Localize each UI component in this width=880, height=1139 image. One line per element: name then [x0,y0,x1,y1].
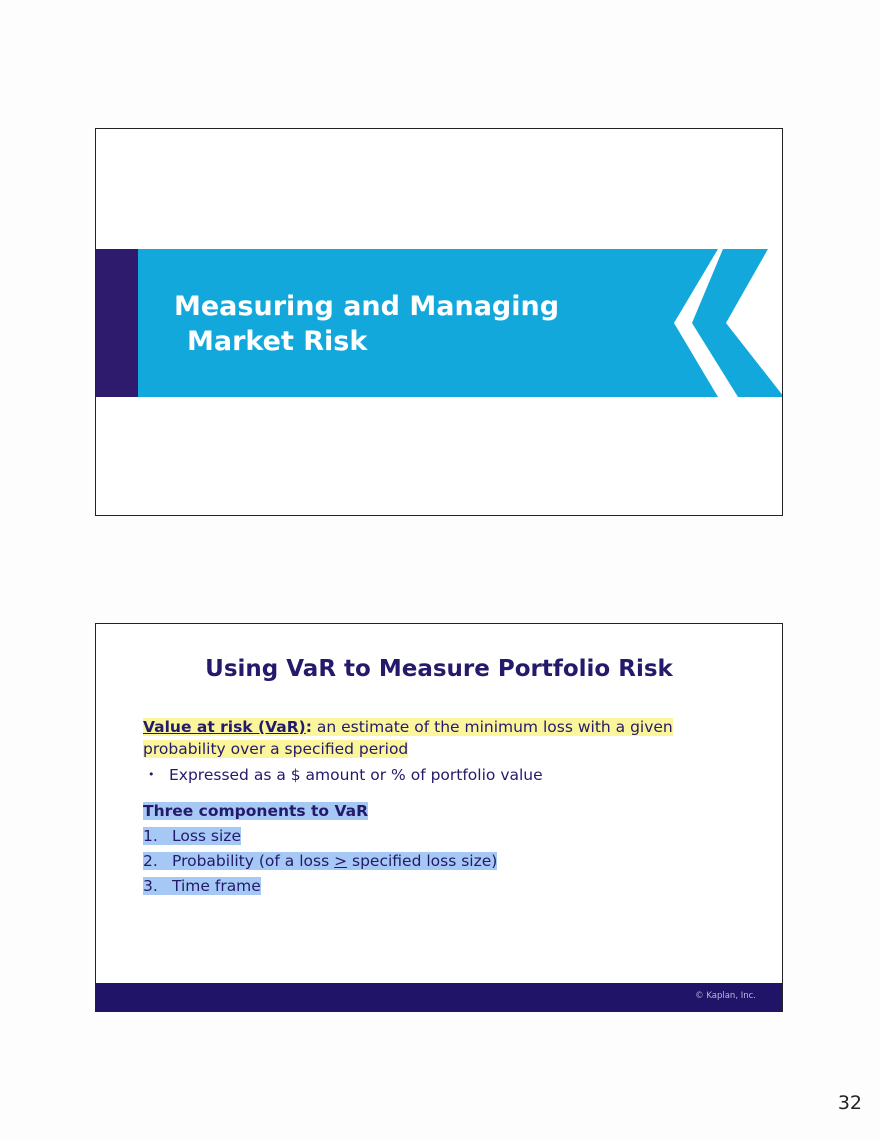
component-num: 3. [143,877,158,895]
component-text-after: specified loss size) [347,852,498,870]
var-definition [143,716,683,760]
definition-colon: : [305,718,312,736]
component-num: 1. [143,827,158,845]
slide-1-title [174,289,559,359]
component-text: Loss size [172,827,241,845]
slide-footer [96,983,782,1011]
greater-equal-symbol: > [334,852,348,870]
components-list [143,799,497,899]
chevron-left-icon [692,249,783,397]
banner-dark-strip [96,249,138,397]
component-item-2 [143,852,497,870]
component-text-before: Probability (of a loss [172,852,335,870]
slide-1 [95,128,783,516]
component-text: Time frame [172,877,261,895]
copyright-text: © Kaplan, Inc. [695,991,756,1001]
page-number: 32 [837,1092,862,1114]
component-item-3 [143,877,261,895]
bullet-text: Expressed as a $ amount or % of portfolio value [169,766,543,784]
slide-2 [95,623,783,1012]
definition-text: an estimate of the minimum loss with a given probability over a specified period [143,718,673,758]
bullet-item [148,766,543,784]
title-line-2: Market Risk [187,326,368,357]
component-item-1 [143,827,241,845]
slide-2-title: Using VaR to Measure Portfolio Risk [205,656,673,682]
definition-term: Value at risk (VaR) [143,718,306,736]
title-line-1: Measuring and Managing [174,291,560,322]
component-num: 2. [143,852,158,870]
components-heading: Three components to VaR [143,802,369,820]
bullet-dot-icon: • [148,768,155,781]
